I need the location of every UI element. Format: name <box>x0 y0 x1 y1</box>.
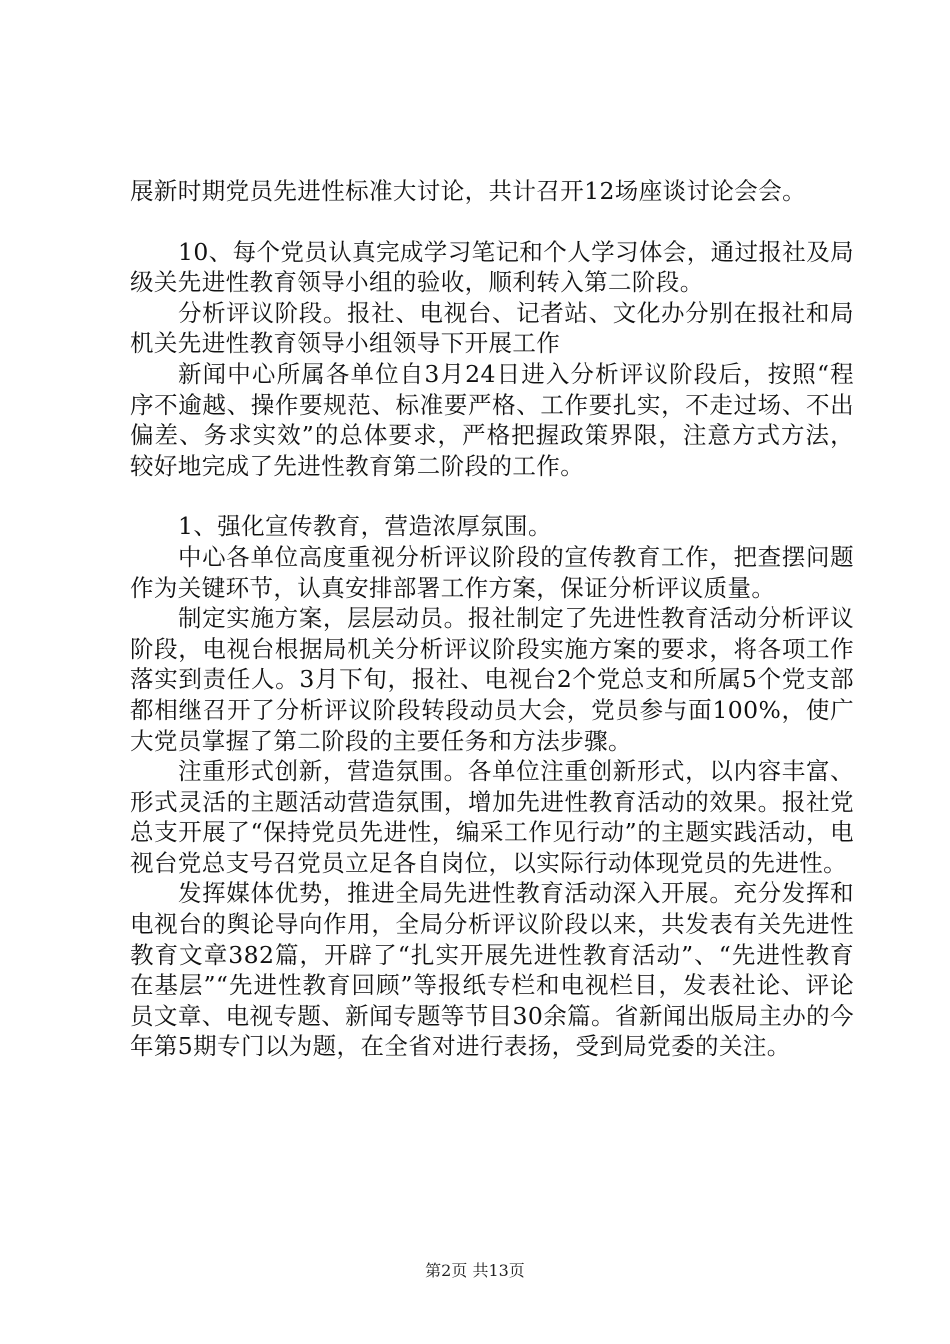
section-heading-1: 1、强化宣传教育，营造浓厚氛围。 <box>178 512 552 541</box>
paragraph-implementation-plan: 制定实施方案，层层动员。报社制定了先进性教育活动分析评议阶段，电视台根据局机关分析评议阶段实施方案的要求，将各项工作落实到责任人。3月下旬，报社、电视台2个党总支和所属5个党支部都相继召开了分析评议阶段转段动员大会，党员参与面100%，使广大党员掌握了第二阶段的主要任务和方法步骤。 <box>130 604 854 755</box>
paragraph-gap <box>130 481 854 511</box>
paragraph-continuation: 展新时期党员先进性标准大讨论，共计召开12场座谈讨论会会。 <box>130 177 807 205</box>
page-number-footer: 第2页 共13页 <box>425 1261 525 1280</box>
paragraph-form-innovation: 注重形式创新，营造氛围。各单位注重创新形式，以内容丰富、形式灵活的主题活动营造氛围，增加先进性教育活动的效果。报社党总支开展了“保持党员先进性，编采工作见行动”的主题实践活动，电视台党总支号召党员立足各自岗位，以实际行动体现党员的先进性。 <box>130 757 854 877</box>
document-body <box>130 176 854 1062</box>
paragraph-item-10: 10、每个党员认真完成学习笔记和个人学习体会，通过报社及局级关先进性教育领导小组的验收，顺利转入第二阶段。 <box>130 237 855 297</box>
paragraph-gap <box>130 207 854 237</box>
paragraph-news-center: 新闻中心所属各单位自3月24日进入分析评议阶段后，按照“程序不逾越、操作要规范、标准要严格、工作要扎实，不走过场、不出偏差、务求实效”的总体要求，严格把握政策界限，注意方式方法，较好地完成了先进性教育第二阶段的工作。 <box>130 359 854 480</box>
paragraph-media-advantage: 发挥媒体优势，推进全局先进性教育活动深入开展。充分发挥和电视台的舆论导向作用，全局分析评议阶段以来，共发表有关先进性教育文章382篇，开辟了“扎实开展先进性教育活动”、“先进性教育在基层”“先进性教育回顾”等报纸专栏和电视栏目，发表社论、评论员文章、电视专题、新闻专题等节目30余篇。省新闻出版局主办的今年第5期专门以为题，在全省对进行表扬，受到局党委的关注。 <box>130 879 854 1061</box>
paragraph-analysis-stage: 分析评议阶段。报社、电视台、记者站、文化办分别在报社和局机关先进性教育领导小组领导下开展工作 <box>130 298 854 358</box>
paragraph-center-units: 中心各单位高度重视分析评议阶段的宣传教育工作，把查摆问题作为关键环节，认真安排部署工作方案，保证分析评议质量。 <box>130 542 854 602</box>
